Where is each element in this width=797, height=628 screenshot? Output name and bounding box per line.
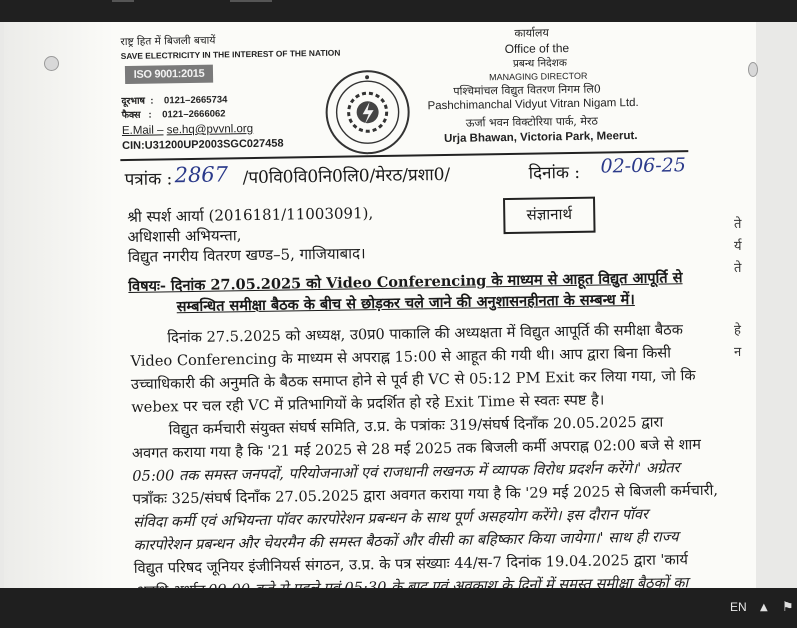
body-line: उच्चाधिकारी की अनुमति के बैठक समाप्त होने से पूर्व ही VC से 05:12 PM Exit कर लिया गया, जो कि xyxy=(130,367,696,393)
body-line: विद्युत परिषद जूनियर इंजीनियर्स संगठन, उ.प्र. के पत्र संख्याः 44/स-7 दिनांक 19.04.2025 द्वारा 'कार्य xyxy=(133,551,689,577)
body-line: webex पर चल रही VC में प्रतिभागियों के प्रदर्शित हो रहे Exit Time से स्वतः स्पष्ट है। xyxy=(131,391,605,416)
body-line: Video Conferencing के माध्यम से अपराह्न 15:00 से आहूत की गयी थी। आप द्वारा बिना किसी xyxy=(130,344,672,370)
flag-icon[interactable]: ⚑ xyxy=(782,600,794,615)
addressee-name: श्री स्पर्श आर्या (2016181/11003091), xyxy=(127,204,374,226)
edge-fragment: न xyxy=(734,345,742,360)
email-line xyxy=(122,123,253,137)
date-label: दिनांक : xyxy=(528,162,581,184)
taskbar xyxy=(0,588,797,628)
ref-suffix: /प0वि0वि0नि0लि0/मेरठ/प्रशा0/ xyxy=(242,164,451,189)
email-address: se.hq@pvvnl.org xyxy=(166,122,254,137)
subject-line-1: विषयः- दिनांक 27.05.2025 को Video Conferencing के माध्यम से आहूत विद्युत आपूर्ति से xyxy=(128,269,683,295)
md-hindi: प्रबन्ध निदेशक xyxy=(512,57,567,70)
body-line: अवगत कराया गया है कि '21 मई 2025 से 28 मई 2025 तक बिजली कर्मी अपराह्न 02:00 बजे से शाम xyxy=(131,435,702,462)
company-logo-icon xyxy=(323,68,412,157)
addressee-designation: अधिशासी अभियन्ता, xyxy=(127,226,242,246)
body-line: कारपोरेशन प्रबन्धन और चेयरमैन की समस्त बैठकों और वीसी का बहिष्कार किया जायेगा।' साथ ही राज्य xyxy=(133,528,679,554)
fax-number: फैक्स : 0121–2666062 xyxy=(121,108,226,122)
image-viewer[interactable] xyxy=(0,22,797,588)
top-bar-tab-marker xyxy=(230,0,272,2)
edge-fragment: हे xyxy=(734,323,741,338)
email-label: E.Mail – xyxy=(121,124,164,138)
edge-fragment: ते xyxy=(734,261,742,276)
tagline-hindi: राष्ट्र हित में बिजली बचायें xyxy=(120,34,216,49)
phone-number: दूरभाष : 0121–2665734 xyxy=(121,94,228,108)
cin-number: CIN:U31200UP2003SGC027458 xyxy=(122,137,284,153)
tray-chevron-icon[interactable]: ▲ xyxy=(760,602,768,613)
edge-fragment: र्य xyxy=(734,239,742,254)
address-english: Urja Bhawan, Victoria Park, Meerut. xyxy=(443,129,638,145)
edge-fragment: ते xyxy=(734,217,742,232)
ref-number-handwritten: 2867 xyxy=(174,162,229,188)
office-english: Office of the xyxy=(504,41,570,57)
address-hindi: ऊर्जा भवन विक्टोरिया पार्क, मेरठ xyxy=(465,114,598,130)
md-english: MANAGING DIRECTOR xyxy=(489,70,588,83)
body-line: पत्राँकः 325/संघर्ष दिनाँक 27.05.2025 द्वारा अवगत कराया गया है कि '29 मई 2025 से बिजली कर्मचारी, xyxy=(132,481,719,508)
iso-badge: ISO 9001:2015 xyxy=(125,65,213,84)
letter xyxy=(2,16,763,594)
ref-label: पत्रांक : xyxy=(124,169,173,191)
body-line: विद्युत कर्मचारी संयुक्त संघर्ष समिति, उ.प्र. के पत्रांकः 319/संघर्ष दिनाँक 20.05.2025 द्वारा xyxy=(131,413,664,439)
body-line: 05:00 तक समस्त जनपदों, परियोजनाओं एवं राजधानी लखनऊ में व्यापक विरोध प्रदर्शन करेंगे।' अग्रेतर xyxy=(132,459,680,485)
top-bar-tab-marker xyxy=(112,0,134,2)
subject-line-2: सम्बन्धित समीक्षा बैठक के बीच से छोड़कर चले जाने की अनुशासनहीनता के सम्बन्ध में। xyxy=(176,291,635,316)
notice-stamp: संज्ञानार्थ xyxy=(503,197,596,234)
scanned-page xyxy=(4,22,756,588)
body-line: दिनांक 27.5.2025 को अध्यक्ष, उ0प्र0 पाकालि की अध्यक्षता में विद्युत आपूर्ति की समीक्षा बैठक xyxy=(130,321,684,347)
addressee-office: विद्युत नगरीय वितरण खण्ड–5, गाजियाबाद। xyxy=(127,244,366,266)
company-english: Pashchimanchal Vidyut Vitran Nigam Ltd. xyxy=(427,96,639,113)
office-hindi: कार्यालय xyxy=(514,26,549,40)
date-handwritten: 02-06-25 xyxy=(600,154,687,178)
language-indicator[interactable]: EN xyxy=(730,600,747,614)
body-line: संविदा कर्मी एवं अभियन्ता पॉवर कारपोरेशन प्रबन्धन के साथ पूर्ण असहयोग करेंगे। इस दौरान पॉवर xyxy=(132,505,649,531)
tagline-english: SAVE ELECTRICITY IN THE INTEREST OF THE NATION xyxy=(120,47,341,62)
company-hindi: पश्चिमांचल विद्युत वितरण निगम लि0 xyxy=(453,82,601,98)
